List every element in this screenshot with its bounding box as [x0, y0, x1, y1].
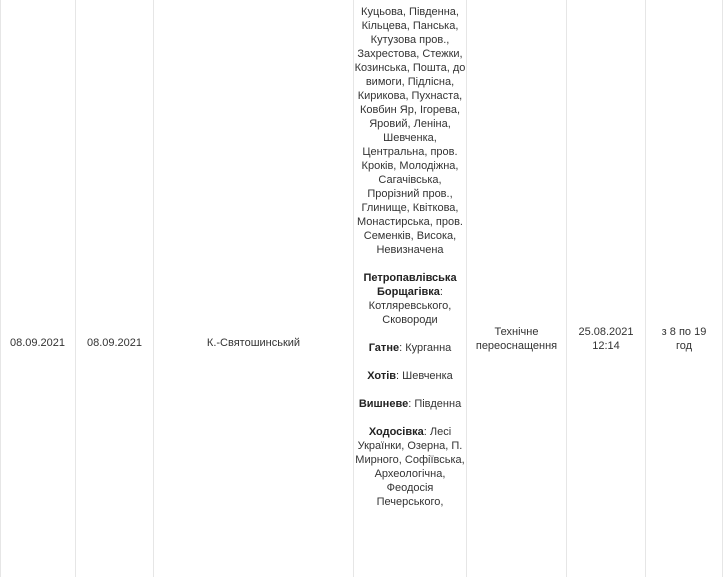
address-streets: Лесі Українки, Озерна, П. Мирного, Софіївська, Археологічна, Феодосія Печерського, [355, 426, 465, 508]
column-divider [75, 0, 76, 577]
address-place: Ходосівка [368, 426, 424, 438]
address-place: Петропавлівська Борщагівка [363, 272, 457, 298]
address-place: Вишневе [358, 398, 409, 410]
district-cell: К.-Святошинський [206, 337, 301, 349]
column-divider [722, 0, 723, 577]
created-date: 25.08.2021 [578, 326, 634, 338]
address-streets: Південна [414, 398, 462, 410]
start-date-cell: 08.09.2021 [9, 337, 66, 349]
column-divider [466, 0, 467, 577]
reason-line: переоснащення [475, 340, 558, 352]
column-divider [645, 0, 646, 577]
address-group: Гатне: Курганна [368, 342, 452, 354]
address-group: Вишневе: Південна [358, 398, 462, 410]
addresses-cell [354, 0, 466, 523]
column-divider [153, 0, 154, 577]
reason-cell [467, 325, 566, 353]
hours-line: з 8 по 19 [661, 326, 707, 338]
address-place: Хотів [367, 370, 397, 382]
created-time: 12:14 [592, 340, 620, 352]
reason-line: Технічне [494, 326, 539, 338]
address-streets: Котляревського, Сковороди [368, 300, 452, 326]
address-streets: Шевченка [402, 370, 453, 382]
column-divider [566, 0, 567, 577]
hours-line: год [675, 340, 693, 352]
hours-cell [646, 325, 722, 353]
address-group: Хотів: Шевченка [367, 370, 453, 382]
address-streets: Курганна [405, 342, 452, 354]
address-place: Гатне [368, 342, 400, 354]
address-group: Ходосівка: Лесі Українки, Озерна, П. Мирного, Софіївська, Археологічна, Феодосія Печерського, [355, 426, 465, 508]
address-streets: Куцьова, Південна, Кільцева, Панська, Кутузова пров., Захрестова, Стежки, Козинська, Пошта, до вимоги, Підлісна, Кирикова, Пухнаста, Ковбин Яр, Ігорева, Яровий, Леніна, Шевченка, Центральна, пров. Кроків, Молодіжна, Сагачівська, Прорізний пров., Глинище, Квіткова, Монастирська, пров. Семенків, Висока, Невизначена [354, 6, 466, 256]
address-group: Петропавлівська Борщагівка: Котляревського, Сковороди [363, 272, 457, 326]
created-cell [567, 325, 645, 353]
column-divider [0, 0, 1, 577]
end-date-cell: 08.09.2021 [86, 337, 143, 349]
